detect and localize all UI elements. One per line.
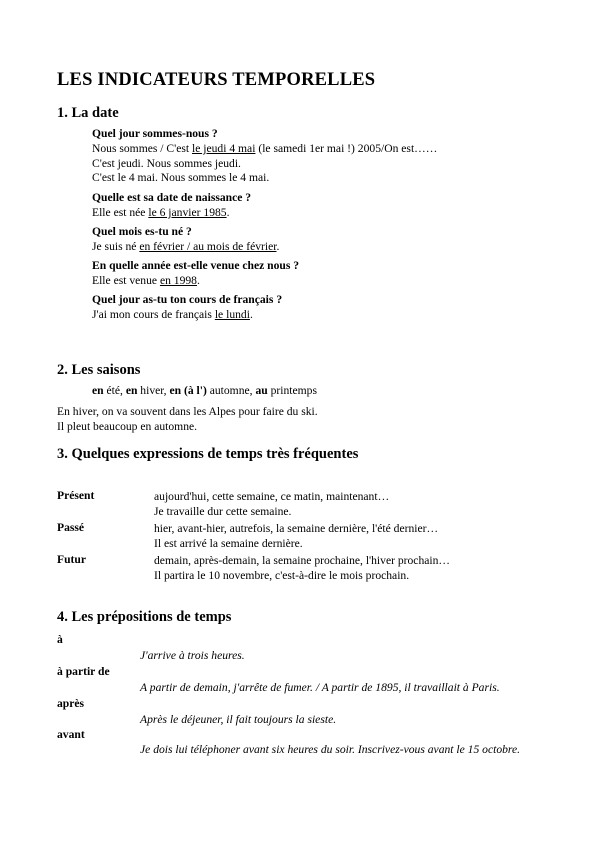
passe-example: Il est arrivé la semaine dernière.: [154, 537, 303, 550]
answer-1c: C'est le 4 mai. Nous sommes le 4 mai.: [92, 171, 270, 184]
answer-5-underlined: le lundi: [214, 308, 250, 321]
prep-example-a: J'arrive à trois heures.: [140, 649, 245, 662]
question-5: Quel jour as-tu ton cours de français ?: [92, 293, 283, 306]
prep-label-avant: avant: [57, 728, 85, 741]
prep-au: au: [255, 384, 268, 397]
seasons-list: [92, 383, 317, 398]
label-passe: Passé: [57, 521, 85, 534]
answer-2-underlined: le 6 janvier 1985: [148, 206, 227, 219]
season-printemps: printemps: [267, 384, 317, 397]
question-4: En quelle année est-elle venue chez nous ?: [92, 259, 300, 272]
season-ete: été,: [103, 384, 126, 397]
label-present: Présent: [57, 489, 95, 502]
answer-1-underlined: le jeudi 4 mai: [192, 142, 256, 155]
section-heading-date: 1. La date: [57, 105, 119, 121]
prep-example-avant: Je dois lui téléphoner avant six heures du soir. Inscrivez-vous avant le 15 octobre.: [140, 743, 521, 756]
question-2: Quelle est sa date de naissance ?: [92, 191, 252, 204]
answer-2-text: Elle est née: [92, 206, 149, 219]
prep-en-2: en: [125, 384, 138, 397]
section-heading-expressions: 3. Quelques expressions de temps très fréquentes: [57, 446, 359, 462]
answer-4-rest: .: [196, 274, 200, 287]
prep-label-a: à: [57, 633, 63, 646]
answer-3-rest: .: [276, 240, 280, 253]
section-heading-prepositions: 4. Les prépositions de temps: [57, 609, 232, 625]
passe-words: hier, avant-hier, autrefois, la semaine dernière, l'été dernier…: [154, 522, 439, 535]
answer-1b: C'est jeudi. Nous sommes jeudi.: [92, 157, 241, 170]
answer-3: [92, 239, 279, 254]
answer-4-underlined: en 1998: [159, 274, 197, 287]
answer-3-text: Je suis né: [92, 240, 140, 253]
prep-label-a-partir-de: à partir de: [57, 665, 110, 678]
answer-5-rest: .: [249, 308, 253, 321]
present-example: Je travaille dur cette semaine.: [154, 505, 292, 518]
prep-label-apres: après: [57, 697, 85, 710]
question-1: Quel jour sommes-nous ?: [92, 127, 218, 140]
seasons-example-2: Il pleut beaucoup en automne.: [57, 420, 198, 433]
prep-example-apres: Après le déjeuner, il fait toujours la sieste.: [140, 713, 337, 726]
answer-5: [92, 307, 253, 322]
answer-2: [92, 205, 230, 220]
answer-4: [92, 273, 200, 288]
futur-example: Il partira le 10 novembre, c'est-à-dire le mois prochain.: [154, 569, 410, 582]
page-title: LES INDICATEURS TEMPORELLES: [57, 70, 376, 90]
season-hiver: hiver,: [137, 384, 170, 397]
futur-words: demain, après-demain, la semaine prochaine, l'hiver prochain…: [154, 554, 451, 567]
present-words: aujourd'hui, cette semaine, ce matin, maintenant…: [154, 490, 390, 503]
question-3: Quel mois es-tu né ?: [92, 225, 192, 238]
seasons-example-1: En hiver, on va souvent dans les Alpes pour faire du ski.: [57, 405, 318, 418]
answer-1-text: Nous sommes / C'est: [92, 142, 192, 155]
prep-en-a-l: en (à l'): [169, 384, 207, 397]
answer-1-rest: (le samedi 1er mai !) 2005/On est……: [255, 142, 438, 155]
answer-5-text: J'ai mon cours de français: [92, 308, 215, 321]
label-futur: Futur: [57, 553, 86, 566]
answer-4-text: Elle est venue: [92, 274, 160, 287]
prep-example-a-partir-de: A partir de demain, j'arrête de fumer. / A partir de 1895, il travaillait à Paris.: [140, 681, 500, 694]
answer-1: [92, 141, 437, 156]
prep-en-1: en: [92, 384, 104, 397]
section-heading-seasons: 2. Les saisons: [57, 362, 141, 378]
answer-3-underlined: en février / au mois de février: [139, 240, 277, 253]
season-automne: automne,: [206, 384, 256, 397]
answer-2-rest: .: [226, 206, 230, 219]
